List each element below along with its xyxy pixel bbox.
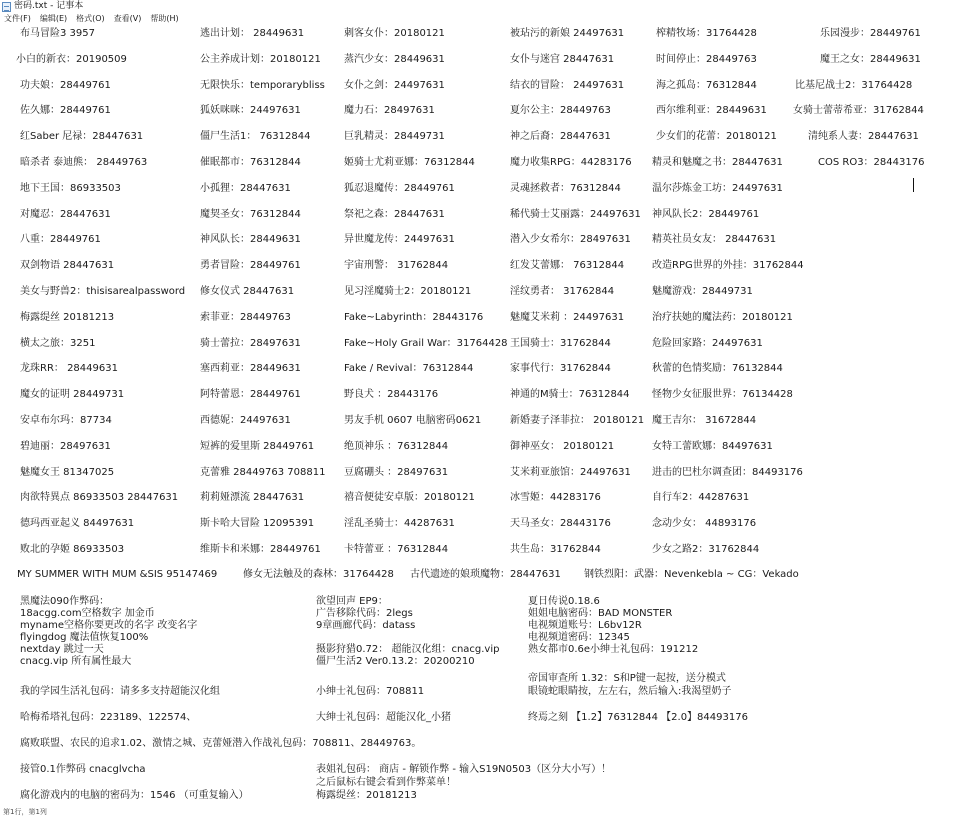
text-line-segment: Fake / Revival：76312844 bbox=[344, 363, 474, 375]
text-line-segment: 短裤的爱里斯 28449761 bbox=[200, 440, 315, 452]
text-line-segment: 碧迪丽：28497631 bbox=[20, 440, 111, 452]
text-line-segment: 女仆之剑：24497631 bbox=[344, 79, 445, 91]
text-line-segment: 魔契圣女：76312844 bbox=[200, 208, 301, 220]
text-line-segment: 9章画廊代码：datass bbox=[316, 620, 416, 631]
text-line-segment: 红发艾蕾娜： 76312844 bbox=[510, 260, 625, 272]
text-line-segment: 梅露缇丝 20181213 bbox=[20, 311, 115, 323]
text-line-segment: 狐妖咪咪：24497631 bbox=[200, 105, 301, 117]
text-line-segment: 暗杀者 泰迪熊： 28449763 bbox=[20, 157, 148, 168]
text-line-segment: 蒸汽少女：28449631 bbox=[344, 53, 445, 65]
text-line-segment: 德玛西亚起义 84497631 bbox=[20, 518, 135, 530]
text-line-segment: 豆腐硼头 ：28497631 bbox=[344, 466, 449, 478]
text-line-segment: 哈梅希塔礼包码：223189、122574、 bbox=[20, 712, 197, 723]
text-line-segment: 女特工蕾欧娜：84497631 bbox=[652, 440, 773, 452]
text-line-segment: 帝国审查所 1.32：S和P键一起按，送分模式 bbox=[528, 673, 726, 684]
text-line-segment: 祭祀之森：28447631 bbox=[344, 208, 445, 220]
text-line-segment: 女仆与迷宫 28447631 bbox=[510, 53, 615, 65]
text-line-segment: 宇宙刑警： 31762844 bbox=[344, 260, 449, 272]
status-bar: 第1行，第1列 bbox=[3, 808, 47, 816]
text-line-segment: 大绅士礼包码：超能汉化_小猪 bbox=[316, 712, 451, 723]
notepad-icon bbox=[2, 2, 11, 12]
title-bar bbox=[0, 0, 960, 13]
text-line-segment: 摄影狩猎0.72： 超能汉化组：cnacg.vip bbox=[316, 644, 500, 655]
text-line-segment: 红Saber 尼禄：28447631 bbox=[20, 131, 144, 143]
text-line-segment: 魔女的证明 28449731 bbox=[20, 389, 125, 401]
text-line-segment: 勇者冒险：28449761 bbox=[200, 260, 301, 272]
text-line-segment: 骑士蕾拉：28497631 bbox=[200, 337, 301, 349]
text-line-segment: 家事代行：31762844 bbox=[510, 363, 611, 375]
text-line-segment: 索菲亚：28449763 bbox=[200, 311, 291, 323]
text-line-segment: 魅魔游戏：28449731 bbox=[652, 286, 753, 297]
menu-view[interactable]: 查看(V) bbox=[113, 14, 142, 23]
text-line-segment: 共生岛：31762844 bbox=[510, 544, 601, 555]
text-line-segment: 姬骑士尤莉亚娜：76312844 bbox=[344, 157, 475, 168]
text-line-segment: 八重：28449761 bbox=[20, 234, 101, 246]
text-line-segment: 男友手机 0607 电脑密码0621 bbox=[344, 415, 482, 426]
text-line-segment: 横太之旅：3251 bbox=[20, 337, 96, 349]
text-line-segment: 艾米莉亚旅馆：24497631 bbox=[510, 466, 631, 478]
text-line-segment: 夏日传说0.18.6 bbox=[528, 596, 600, 607]
text-line-segment: 钢铁烈阳：武器：Nevenkebla ~ CG：Vekado bbox=[584, 569, 799, 580]
text-line-segment: 异世魔龙传：24497631 bbox=[344, 234, 455, 246]
menu-format[interactable]: 格式(O) bbox=[76, 14, 105, 23]
text-line-segment: 催眠都市：76312844 bbox=[200, 157, 301, 168]
text-line-segment: 终焉之刻 【1.2】76312844 【2.0】84493176 bbox=[528, 712, 748, 723]
text-line-segment: 神通的M骑士：76312844 bbox=[510, 389, 630, 401]
text-line-segment: 秋蕾的色情奖励：76132844 bbox=[652, 363, 783, 375]
text-line-segment: 治疗扶她的魔法药：20180121 bbox=[652, 311, 793, 323]
text-line-segment: 僵尸生活2 Ver0.13.2：20200210 bbox=[316, 656, 475, 667]
text-line-segment: 小白的新衣：20190509 bbox=[16, 53, 127, 65]
text-line-segment: 小绅士礼包码：708811 bbox=[316, 686, 425, 697]
text-line-segment: 怪物少女征服世界：76134428 bbox=[652, 389, 793, 401]
text-line-segment: 王国骑士：31762844 bbox=[510, 337, 611, 349]
text-line-segment: 古代遗迹的娘琐魔物：28447631 bbox=[410, 569, 561, 580]
text-line-segment: 稀代骑士艾丽露：24497631 bbox=[510, 208, 641, 220]
text-line-segment: nextday 跳过一天 bbox=[20, 644, 104, 655]
text-line-segment: 天马圣女：28443176 bbox=[510, 518, 611, 530]
text-line-segment: 电视频道密码：12345 bbox=[528, 632, 630, 643]
text-line-segment: 神风队长2：28449761 bbox=[652, 208, 760, 220]
text-line-segment: 小孤狸：28447631 bbox=[200, 182, 291, 194]
text-line-segment: 塞西莉亚：28449631 bbox=[200, 363, 301, 375]
text-line-segment: 巨乳精灵：28449731 bbox=[344, 131, 445, 143]
text-line-segment: 少女之路2：31762844 bbox=[652, 544, 760, 555]
text-line-segment: Fake~Labyrinth：28443176 bbox=[344, 311, 484, 323]
menu-help[interactable]: 帮助(H) bbox=[150, 14, 179, 23]
text-line-segment: 自行车2：44287631 bbox=[652, 492, 750, 504]
text-line-segment: 魅魔艾米莉 ：24497631 bbox=[510, 311, 625, 323]
text-line-segment: 比基尼战士2：31764428 bbox=[795, 79, 913, 91]
text-editor-area[interactable] bbox=[0, 25, 960, 805]
text-line-segment: 阿特蕾恩：28449761 bbox=[200, 389, 301, 401]
menu-file[interactable]: 文件(F) bbox=[4, 14, 31, 23]
window-title: 密码.txt - 记事本 bbox=[14, 1, 84, 11]
text-line-segment: 佐久娜：28449761 bbox=[20, 105, 111, 117]
text-line-segment: 姐姐电脑密码：BAD MONSTER bbox=[528, 608, 673, 619]
text-line-segment: MY SUMMER WITH MUM &SIS 95147469 bbox=[17, 569, 218, 580]
text-line-segment: 公主养成计划：20180121 bbox=[200, 53, 321, 65]
text-line-segment: 野良犬 ：28443176 bbox=[344, 389, 439, 401]
text-line-segment: 淫纹勇者： 31762844 bbox=[510, 286, 615, 297]
text-line-segment: 安卓布尔玛：87734 bbox=[20, 415, 112, 426]
text-line-segment: 双剑物语 28447631 bbox=[20, 260, 115, 272]
text-line-segment: 败北的孕姬 86933503 bbox=[20, 544, 125, 555]
text-line-segment: flyingdog 魔法值恢复100% bbox=[20, 632, 149, 643]
text-line-segment: 僵尸生活1： 76312844 bbox=[200, 131, 311, 143]
text-line-segment: 我的学园生活礼包码：请多多支持超能汉化组 bbox=[20, 686, 220, 697]
text-line-segment: 淫乱圣骑士：44287631 bbox=[344, 518, 455, 530]
text-line-segment: 肉欲特異点 86933503 28447631 bbox=[20, 492, 179, 504]
text-line-segment: 改造RPG世界的外挂：31762844 bbox=[652, 260, 804, 272]
text-line-segment: 御神巫女： 20180121 bbox=[510, 440, 615, 452]
text-line-segment: 少女们的花蕾：20180121 bbox=[656, 131, 777, 143]
text-line-segment: 魔王吉尔： 31672844 bbox=[652, 415, 757, 426]
text-line-segment: 修女仪式 28447631 bbox=[200, 286, 295, 297]
text-line-segment: 梅露缇丝：20181213 bbox=[316, 790, 417, 801]
text-line-segment: 无限快乐：temporarybliss bbox=[200, 79, 325, 91]
text-line-segment: 表姐礼包码： 商店 - 解锁作弊 - 输入S19N0503（区分大小写）！ bbox=[316, 764, 612, 775]
text-line-segment: 温尔莎炼金工坊：24497631 bbox=[652, 182, 783, 194]
text-line-segment: 熟女都市0.6e小绅士礼包码：191212 bbox=[528, 644, 699, 655]
text-line-segment: 灵魂拯救者：76312844 bbox=[510, 182, 621, 194]
text-line-segment: COS RO3：28443176 bbox=[818, 157, 925, 168]
text-line-segment: 绝顶神乐 ：76312844 bbox=[344, 440, 449, 452]
text-line-segment: 禧音便徒安卓版：20180121 bbox=[344, 492, 475, 504]
text-line-segment: 新婚妻子泽菲拉： 20180121 bbox=[510, 415, 645, 426]
text-line-segment: 被玷污的新娘 24497631 bbox=[510, 28, 625, 39]
text-line-segment: 见习淫魔骑士2：20180121 bbox=[344, 286, 472, 297]
text-line-segment: 刺客女仆：20180121 bbox=[344, 28, 445, 39]
text-line-segment: 眼镜蛇眼睛按，左左右，然后输入:我渴望奶子 bbox=[528, 686, 732, 697]
text-line-segment: 乐园漫步：28449761 bbox=[820, 28, 921, 39]
text-line-segment: 夏尔公主：28449763 bbox=[510, 105, 611, 117]
text-line-segment: 西德妮：24497631 bbox=[200, 415, 291, 426]
text-line-segment: 进击的巴杜尔调查团：84493176 bbox=[652, 466, 803, 478]
text-line-segment: 时间停止：28449763 bbox=[656, 53, 757, 65]
text-line-segment: 黑魔法090作弊码： bbox=[20, 596, 110, 607]
text-line-segment: 神之后裔：28447631 bbox=[510, 131, 611, 143]
text-line-segment: 地下王国：86933503 bbox=[20, 182, 121, 194]
text-line-segment: 逃出计划： 28449631 bbox=[200, 28, 305, 39]
text-line-segment: 维斯卡和米娜：28449761 bbox=[200, 544, 321, 555]
text-line-segment: 魔王之女：28449631 bbox=[820, 53, 921, 65]
text-line-segment: 危险回家路：24497631 bbox=[652, 337, 763, 349]
text-line-segment: 龙珠RR： 28449631 bbox=[20, 363, 118, 375]
text-line-segment: 清纯系人妻：28447631 bbox=[808, 131, 919, 143]
text-caret bbox=[913, 178, 914, 192]
text-line-segment: 克蕾雅 28449763 708811 bbox=[200, 466, 326, 478]
text-line-segment: 魔力收集RPG：44283176 bbox=[510, 157, 632, 168]
menu-edit[interactable]: 编辑(E) bbox=[39, 14, 68, 23]
text-line-segment: 18acgg.com空格数字 加金币 bbox=[20, 608, 155, 619]
text-line-segment: Fake~Holy Grail War：31764428 bbox=[344, 337, 508, 349]
text-line-segment: 接管0.1作弊码 cnacglvcha bbox=[20, 764, 146, 775]
text-line-segment: 修女无法触及的森林：31764428 bbox=[243, 569, 394, 580]
text-line-segment: 冰雪姬：44283176 bbox=[510, 492, 601, 504]
text-line-segment: 精灵和魅魔之书：28447631 bbox=[652, 157, 783, 168]
text-line-segment: cnacg.vip 所有属性最大 bbox=[20, 656, 132, 667]
text-line-segment: 腐败联盟、农民的追求1.02、激情之城、克蕾娅潜入作战礼包码：708811、28449763。 bbox=[20, 738, 422, 749]
text-line-segment: 广告移除代码：2legs bbox=[316, 608, 413, 619]
text-line-segment: 魅魔女王 81347025 bbox=[20, 466, 115, 478]
text-line-segment: 结衣的冒险： 24497631 bbox=[510, 79, 625, 91]
text-line-segment: 精英社员女友： 28447631 bbox=[652, 234, 777, 246]
text-line-segment: 电视频道账号：L6bv12R bbox=[528, 620, 642, 631]
text-line-segment: 魔力石：28497631 bbox=[344, 105, 435, 117]
text-line-segment: 潜入少女希尔：28497631 bbox=[510, 234, 631, 246]
text-line-segment: 卡特蕾亚 ：76312844 bbox=[344, 544, 449, 555]
text-line-segment: myname空格你要更改的名字 改变名字 bbox=[20, 620, 198, 631]
text-line-segment: 对魔忍：28447631 bbox=[20, 208, 111, 220]
menu-bar bbox=[0, 13, 960, 25]
text-line-segment: 榨精牧场：31764428 bbox=[656, 28, 757, 39]
text-line-segment: 布马冒险3 3957 bbox=[20, 28, 95, 39]
text-line-segment: 之后鼠标右键会看到作弊菜单！ bbox=[316, 777, 456, 788]
text-line-segment: 念动少女： 44893176 bbox=[652, 518, 757, 530]
text-line-segment: 斯卡哈大冒险 12095391 bbox=[200, 518, 315, 530]
text-line-segment: 女骑士蕾蒂希亚：31762844 bbox=[793, 105, 924, 117]
text-line-segment: 功夫娘：28449761 bbox=[20, 79, 111, 91]
text-line-segment: 西尔维利亚：28449631 bbox=[656, 105, 767, 117]
text-line-segment: 莉莉娅漂流 28447631 bbox=[200, 492, 305, 504]
text-line-segment: 美女与野兽2：thisisarealpassword bbox=[20, 286, 186, 297]
text-line-segment: 欲望回声 EP9： bbox=[316, 596, 388, 607]
text-line-segment: 狐忍退魔传：28449761 bbox=[344, 182, 455, 194]
text-line-segment: 神风队长：28449631 bbox=[200, 234, 301, 246]
text-line-segment: 腐化游戏内的电脑的密码为：1546 （可重复输入） bbox=[20, 790, 249, 801]
text-line-segment: 海之孤岛：76312844 bbox=[656, 79, 757, 91]
